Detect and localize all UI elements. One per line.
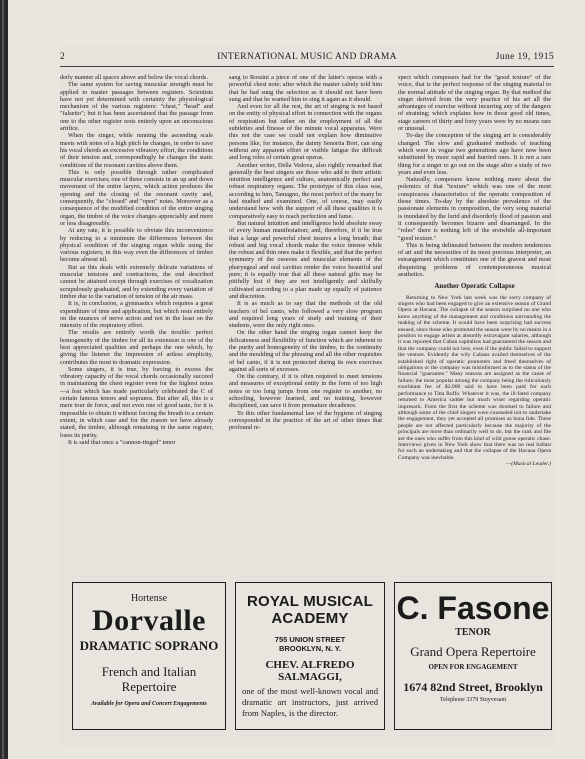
article-headline: Another Operatic Collapse xyxy=(434,282,515,291)
ad-address: 1674 82nd Street, Brooklyn xyxy=(403,680,543,694)
paragraph: This is only possible through rather complicated muscular exercises; one of these consists in an up and down movement of the entire larynx, which action produces the opening and the closing of the resonant cavity and, consequently, the "closed" and "open" notes. Moreover as a consequence of the modified condition of the entire singing organ, the timbre of the voice changes appreciably and more or less disagreeably. xyxy=(60,168,213,227)
paragraph: To-day the conception of the singing art is considerably changed. The slow and graduated methods of teaching which were in vogue two generations ago have now been substituted by more rapid and hurried ones. It is not a rare thing for a singer to go out on the stage after a study of two years and even less. xyxy=(398,132,551,176)
paragraph: And even for all the rest, the art of singing is not based on the entity of physical effort in connection with the organs of respiration but rather on the employment of all the subtleties and finesse of the minute vocal apparatus. Were this not the case we could not explain how diminutive persons like, for instance, the dainty Senorita Bori, can sing without any apparent effort or visible fatigue the difficult and long roles of certain great operas. xyxy=(229,103,382,162)
column-2 xyxy=(229,74,382,604)
ad-repertoire: Grand Opera Repertoire xyxy=(410,644,536,659)
paragraph: It is said that once a "cannon-tinged" tenor xyxy=(68,438,176,446)
ad-voice: DRAMATIC SOPRANO xyxy=(79,638,219,653)
advertisements xyxy=(60,582,554,742)
ad-academy-name: ROYAL MUSICAL ACADEMY xyxy=(247,593,373,627)
column-3 xyxy=(398,74,551,604)
newspaper-page xyxy=(60,46,554,746)
ad-address xyxy=(236,635,384,653)
ad-availability: OPEN FOR ENGAGEMENT xyxy=(428,663,518,671)
ad-royal-musical-academy xyxy=(235,582,385,730)
page-number: 2 xyxy=(60,52,66,62)
paragraph: spect which composers had for the "good texture" of the voice, that is the perfect response of the singing material to the normal attitude of the singing organ. By that method the singer derived from the very practice of his art all the advantages of exercise without incurring any of the dangers of straining; which explains how in those good old times, stage careers of thirty and forty years were by no means rare or unusual. xyxy=(398,74,551,133)
ad-last-name: Dorvalle xyxy=(92,604,206,637)
ad-repertoire-line: French and Italian xyxy=(101,664,197,679)
ad-voice: TENOR xyxy=(455,627,491,638)
paragraph: Another writer, Della Vedova, also rightly remarked that generally the best singers are those who add to their artistic intuition intelligence and culture, anatomically perfect and robust respiratory organs. The prototype of this class was, according to him, Tamagno, the most perfect of the many he had studied and examined. One, of course, may easily understand how with the support of all these qualities it is comparatively easy to reach perfection and fame. xyxy=(229,161,382,220)
paragraph: Some singers, it is true, by forcing to excess the vibratory capacity of the vocal chords occasionally succeed in maintaining the chest register even for the highest notes—a feat which has made particularly celebrated the C of certain famous tenors and sopranos. But after all, this is a mere tour de force, and not even one of good taste, for it is impossible to obtain it without forcing the breath to a certain extent, in which case and for the reason we have already stated, the timbre, although remaining in the same register, loses its purity. xyxy=(60,365,213,439)
paragraph: It is as much as to say that the methods of the old teachers of bel canto, who followed a very slow program and required long years of study and training of their students, were the only right ones. xyxy=(229,300,382,330)
paragraph: On the contrary, if it is often required to meet tensions and measures of exceptional entity in the form of too high notes or too long jumps from one register to another, no schooling, however learned, and no training, however disciplined, can save it from premature decadence. xyxy=(229,373,382,410)
header-rule xyxy=(60,66,554,67)
ad-director: CHEV. ALFREDO SALMAGGI, xyxy=(265,659,355,683)
ad-name: C. Fasone xyxy=(396,590,550,626)
ad-address-line: BROOKLYN, N. Y. xyxy=(278,644,342,653)
ad-availability: Available for Opera and Concert Engagements xyxy=(91,701,207,707)
ad-repertoire xyxy=(73,664,225,694)
paragraph: When the singer, while running the ascending scale meets with notes of a high pitch he changes, in order to save his vocal chords an excessive vibratory effort, the conditions of their tension and, correspondingly he changes the static conditions of the resonant cavities above them. xyxy=(60,132,213,169)
ad-telephone: Telephone 3379 Stuyvesant xyxy=(439,697,507,703)
article-body xyxy=(398,295,551,468)
paragraph: But as this deals with extremely delicate variations of muscular tensions and contractions, the end described cannot be attained except through exercises of vocalization scrupulously graduated, and by extending every variation of timbre due to the variation of tension of the air mass. xyxy=(60,263,213,300)
paragraph: derly manner all spaces above and below the vocal chords. xyxy=(60,74,208,81)
article-source: —(Musical Leader.) xyxy=(506,461,551,468)
ad-address-line: 755 UNION STREET xyxy=(274,635,346,644)
ad-dorvalle xyxy=(72,582,226,730)
ad-first-name: Hortense xyxy=(130,593,168,604)
paragraph: But natural intuition and intelligence hold absolute sway of every human manifestation; and, therefore, if it be true that a large and powerful chest insures a long breath; that robust and big vocal chords make the voice intense while the robust and thin ones make it flexible, and that the perfect symmetry of the osseous and muscular elements of the pharyngeal and oral cavities render the voice beautiful and pure; it is equally true that all these natural gifts may be pitifully lost if they are not intelligently and skilfully cultivated according to a plan made up equally of patience and discretion. xyxy=(229,219,382,300)
paragraph: To this other fundamental law of the hygiene of singing corresponded in the practice of the art of other times that profound re- xyxy=(229,409,382,432)
paragraph: Returning to New York last week was the sorry company of singers who had been engaged to give an extensive season of Grand Opera at Havana. The collapse of the season surprised no one who knew anything of the management and conditions surrounding the making of the scheme. It would have been surprising had success ensued, since those who promoted the season were by no means in a position to engage artists at absurdly extravagant salaries, although it was reported that Cuban capitalists had guaranteed the season and that the company could not lose, even if the public failed to support the venture. Evidently the wily Cubans availed themselves of the established right of operatic promoters and freed themselves of obligations or the company was misinformed as to the status of the financial "guarantee." Many reasons are assigned as the cause of failure, the most popular among the company being the ridiculously exorbitant fee of $2,000 said to have been paid for each performance to Titta Ruffo. Whatever it was, the ill-fated company returned to America sadder but much wiser regarding operatic impresarii. From the first the scheme was doomed to failure and although some of the chief singers were counseled not to undertake the engagement, they yet accepted all promises as bona fide. These people are not affected particularly because the majority of the principals are more than ordinarily well to do, but the rank and file are the ones who suffer from this kind of wild goose operatic chase. Interviews given in New York show that there was no real ballast for such an undertaking and that the collapse of the Havana Opera Company was inevitable. xyxy=(398,294,551,461)
paragraph: Naturally, composers know nothing more about the polemics of that "texture" which was one of the most conspicuous characteristics of the operatic composition of those times. To-day by the absolute prevalence of the passionate elements in composition, the very song material is inundated by the lurid and disorderly flood of passion and it consequently becomes bizarre and disarranged. In the "roles" there is nothing left of the erstwhile all-important "good texture." xyxy=(398,176,551,242)
ad-fasone xyxy=(394,582,552,730)
paragraph: The results are entirely worth the trouble: perfect homogeneity of the timbre for all its extension is one of the best appreciated qualities and perhaps the one which, by giving the listener the impression of artless simplicity, contributes the most to dramatic expression. xyxy=(60,329,213,366)
column-1 xyxy=(60,74,213,604)
ad-description: one of the most well-known vocal and dramatic art instructors, just arrived from Naples, is the director. xyxy=(242,686,378,718)
paragraph: It is, in conclusion, a gymnastics which requires a great expenditure of time and application, but which rests entirely on the nuances of nerve action and not in the least on the intensity of the respiratory effort. xyxy=(60,300,213,330)
ad-repertoire-line: Repertoire xyxy=(121,679,177,694)
issue-date: June 19, 1915 xyxy=(495,52,554,62)
paragraph: This is being delineated between the modern tendencies of art and the necessities of its most precious interpreter, an estrangement which constitutes one of the gravest and most disquieting problems of contemporaneous musical aesthetics. xyxy=(398,241,551,279)
paragraph: On the other hand the singing organ cannot keep the delicateness and flexibility of function which are inherent to the purity and homogeneity of the timbre, to the continuity and the moulding of the phrasing and all the other requisites of bel canto, if it is not protected during its own exercises against all sorts of excesses. xyxy=(229,329,382,373)
paragraph: The same system for saving muscular strength must be applied to master passages between registers. Scientists have not yet determined with certainty the physiological mechanism of the various registers: "chest," "head" and "falsetto"; but it has been ascertained that the passage from one to the other register rests entirely upon an unconscious artifice. xyxy=(60,81,213,133)
paragraph: sang to Rossini a piece of one of the latter's operas with a powerful chest note; after which the master calmly told him that he had sung the selection as it should not have been sung and that he wanted him to sing it again as it should. xyxy=(229,74,382,103)
publication-title: INTERNATIONAL MUSIC AND DRAMA xyxy=(217,52,397,62)
binding-edge xyxy=(0,0,8,759)
paragraph: At any rate, it is possible to obviate this inconvenience by reducing to a minimum the differences between the physical condition of the singing organ while using the various registers; in this way even the differences of timbre become almost nil. xyxy=(60,227,213,264)
